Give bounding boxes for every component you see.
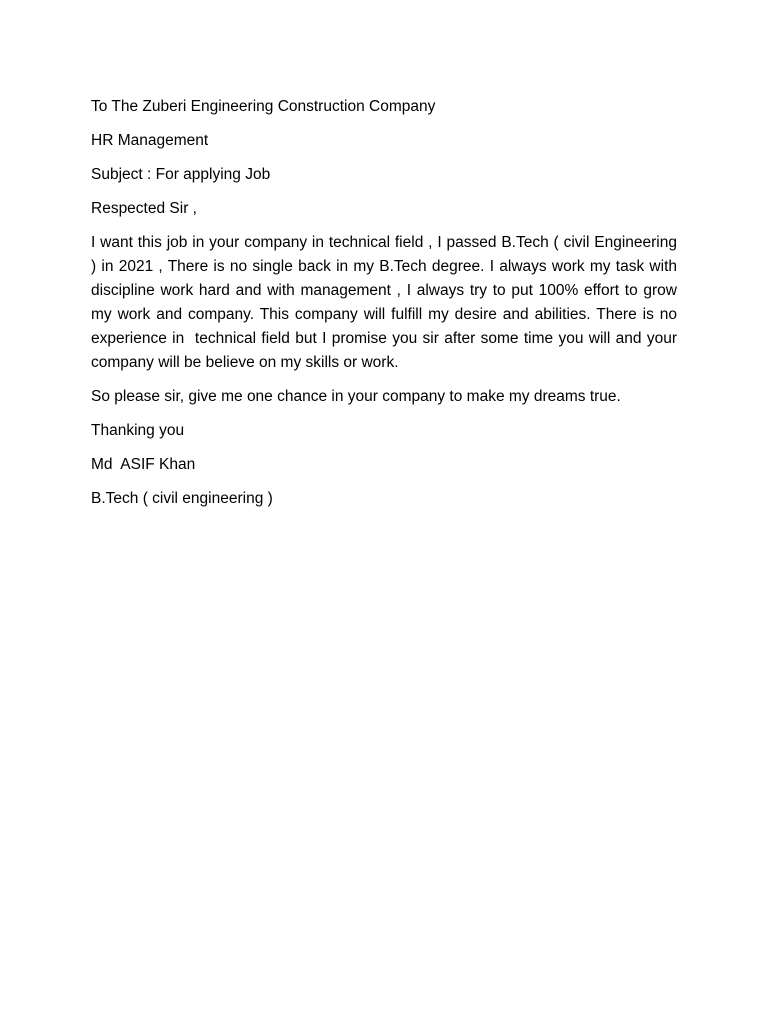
letter-sender-qualification: B.Tech ( civil engineering ) bbox=[91, 490, 273, 507]
letter-body bbox=[91, 95, 682, 521]
letter-main-paragraph: I want this job in your company in technical field , I passed B.Tech ( civil Engineering ) in 2021 , There is no single back in my B.Tech degree. I always work my task with discipline work hard and with management , I always try to put 100% effort to grow my work and company. This company will fulfill my desire and abilities. There is no experience in technical field but I promise you sir after some time you will and your company will be believe on my skills or work. bbox=[91, 234, 682, 371]
letter-salutation: Respected Sir , bbox=[91, 200, 197, 217]
letter-request: So please sir, give me one chance in your company to make my dreams true. bbox=[91, 388, 621, 405]
letter-sender-name: Md ASIF Khan bbox=[91, 456, 196, 473]
letter-closing: Thanking you bbox=[91, 422, 185, 439]
letter-subject: Subject : For applying Job bbox=[91, 166, 271, 183]
letter-department: HR Management bbox=[91, 132, 209, 149]
letter-recipient: To The Zuberi Engineering Construction Company bbox=[91, 98, 436, 115]
